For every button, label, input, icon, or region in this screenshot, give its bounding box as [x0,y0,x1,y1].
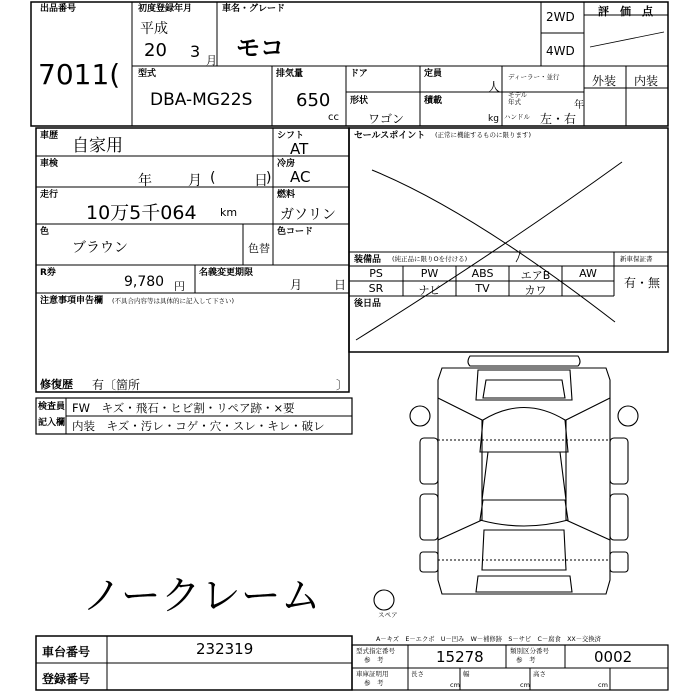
body-type-label: 形状 [350,96,369,106]
car-diagram [374,356,638,610]
nc-month: 月 [290,278,303,292]
drive-2wd: 2WD [546,10,575,24]
equipment-sub: (純正品に限りOを付ける) [392,255,468,263]
lot-number: 7011( [38,58,121,91]
spare-label: スペア [378,611,398,619]
fuel-label: 燃料 [277,190,296,200]
load-label: 積載 [424,96,443,106]
displacement-label: 排気量 [276,69,304,79]
notes-sub: (不具合内容等は具体的に記入して下さい) [112,297,235,305]
reg-year: 20 [144,40,167,61]
sales-point-label: セールスポイント [354,131,426,141]
exterior-label: 外装 [592,74,617,88]
inspector-line-2: 内装 キズ・汚レ・コゲ・穴・スレ・キレ・破レ [72,419,325,433]
color-label: 色 [40,227,50,237]
car-name: モコ [236,34,284,62]
era: 平成 [140,21,168,37]
month-unit: 月 [206,54,217,67]
handle-value: 左・右 [540,112,577,126]
ac-label: 冷房 [277,159,296,169]
interior-label: 内装 [634,74,659,88]
model-year-label-1: モデル [508,91,528,99]
class-label-1: 類別区分番号 [510,647,549,655]
yen-unit: 円 [174,280,185,293]
right-frame [349,128,668,352]
cert-label-2: 参 考 [364,679,384,687]
handle-label: ハンドル [504,113,530,121]
name-change-label: 名義変更期限 [199,268,254,278]
no-claim-note: ノークレーム [82,573,321,619]
year-unit: 年 [574,100,584,111]
km-unit: km [220,206,238,219]
equip-abs: ABS [471,267,494,280]
equip-pw: PW [420,267,439,280]
ac-value: AC [290,168,311,186]
repair-value: 有〔箇所 [92,378,141,392]
cert-label-1: 車庫証明用 [356,670,389,678]
capacity-label: 定員 [424,69,443,79]
repair-label: 修復歴 [40,378,73,391]
cc-unit: cc [328,112,339,123]
equip-leather: カワ [524,284,547,297]
shaken-paren-open: ( [210,170,216,186]
aftermarket-label: 後日品 [354,299,382,309]
damage-legend: A－キズ E－エクボ U－凹み W－補修跡 S－サビ C－腐食 XX－交換済 [376,636,601,643]
nc-day: 日 [334,278,347,292]
chassis-value: 232319 [196,640,254,658]
model-label: 型式 [138,69,157,79]
inspector-label-1: 検査員 [38,402,66,412]
type-cert-label-1: 型式指定番号 [356,647,395,655]
warranty-value: 有・無 [624,276,661,290]
mileage-value: 10万5千064 [86,202,197,224]
door-label: ドア [350,69,368,79]
first-reg-label: 初度登録年月 [138,4,193,14]
mileage-label: 走行 [40,190,59,200]
sales-point-sub: (正常に機能するものに限ります) [435,131,532,139]
model-value: DBA-MG22S [150,90,253,110]
class-value: 0002 [594,648,633,666]
lot-label: 出品番号 [40,4,77,14]
color-value: ブラウン [72,240,128,256]
inspector-line-1: FW キズ・飛石・ヒビ割・リペア跡・×要 [72,401,295,415]
spare-tire-icon [374,590,394,610]
notes-label: 注意事項申告欄 [40,296,104,306]
equip-ps: PS [369,267,383,280]
history-value: 自家用 [72,136,123,156]
score-label: 評 価 点 [598,5,653,18]
shaken-day: 日 [254,173,268,189]
color-code-label: 色コード [277,227,314,237]
length-label: 長さ [411,670,424,678]
fuel-value: ガソリン [280,207,336,223]
height-label: 高さ [533,670,546,678]
shift-value: AT [290,140,309,158]
dealer-label: ディーラー・並行 [508,73,560,81]
shaken-month: 月 [188,173,202,189]
equip-sr: SR [368,282,384,295]
class-label-2: 参 考 [516,656,536,664]
chassis-label: 車台番号 [42,645,91,659]
shaken-label: 車検 [40,159,59,169]
recycle-value: 9,780 [124,274,165,290]
warranty-label: 新車保証書 [620,255,653,263]
repair-close: 〕 [336,378,349,392]
displacement-value: 650 [296,90,331,111]
height-cm: cm [598,681,608,689]
shift-label: シフト [277,131,305,141]
equip-airbag: エアB [520,269,551,282]
person-unit: 人 [488,80,501,94]
type-cert-label-2: 参 考 [364,656,384,664]
equip-navi: ナビ [418,284,441,297]
equip-tv: TV [475,282,490,295]
equipment-label: 装備品 [354,255,382,265]
car-name-label: 車名・グレード [222,4,286,14]
drive-4wd: 4WD [546,44,575,58]
equip-aw: AW [579,267,597,280]
shaken-paren-close: ) [266,170,272,186]
width-cm: cm [520,681,530,689]
inspector-label-2: 記入欄 [38,418,66,428]
reg-label: 登録番号 [42,672,91,686]
model-year-label-2: 年式 [508,98,521,106]
history-label: 車歴 [40,131,59,141]
body-type-value: ワゴン [368,112,405,126]
recycle-label: R券 [40,268,56,278]
type-cert-value: 15278 [436,648,484,666]
shaken-year: 年 [138,173,152,189]
reg-month: 3 [190,42,201,61]
length-cm: cm [450,681,460,689]
kg-unit: kg [488,114,499,124]
width-label: 幅 [463,670,470,678]
color-no-label: 色替 [248,242,270,255]
